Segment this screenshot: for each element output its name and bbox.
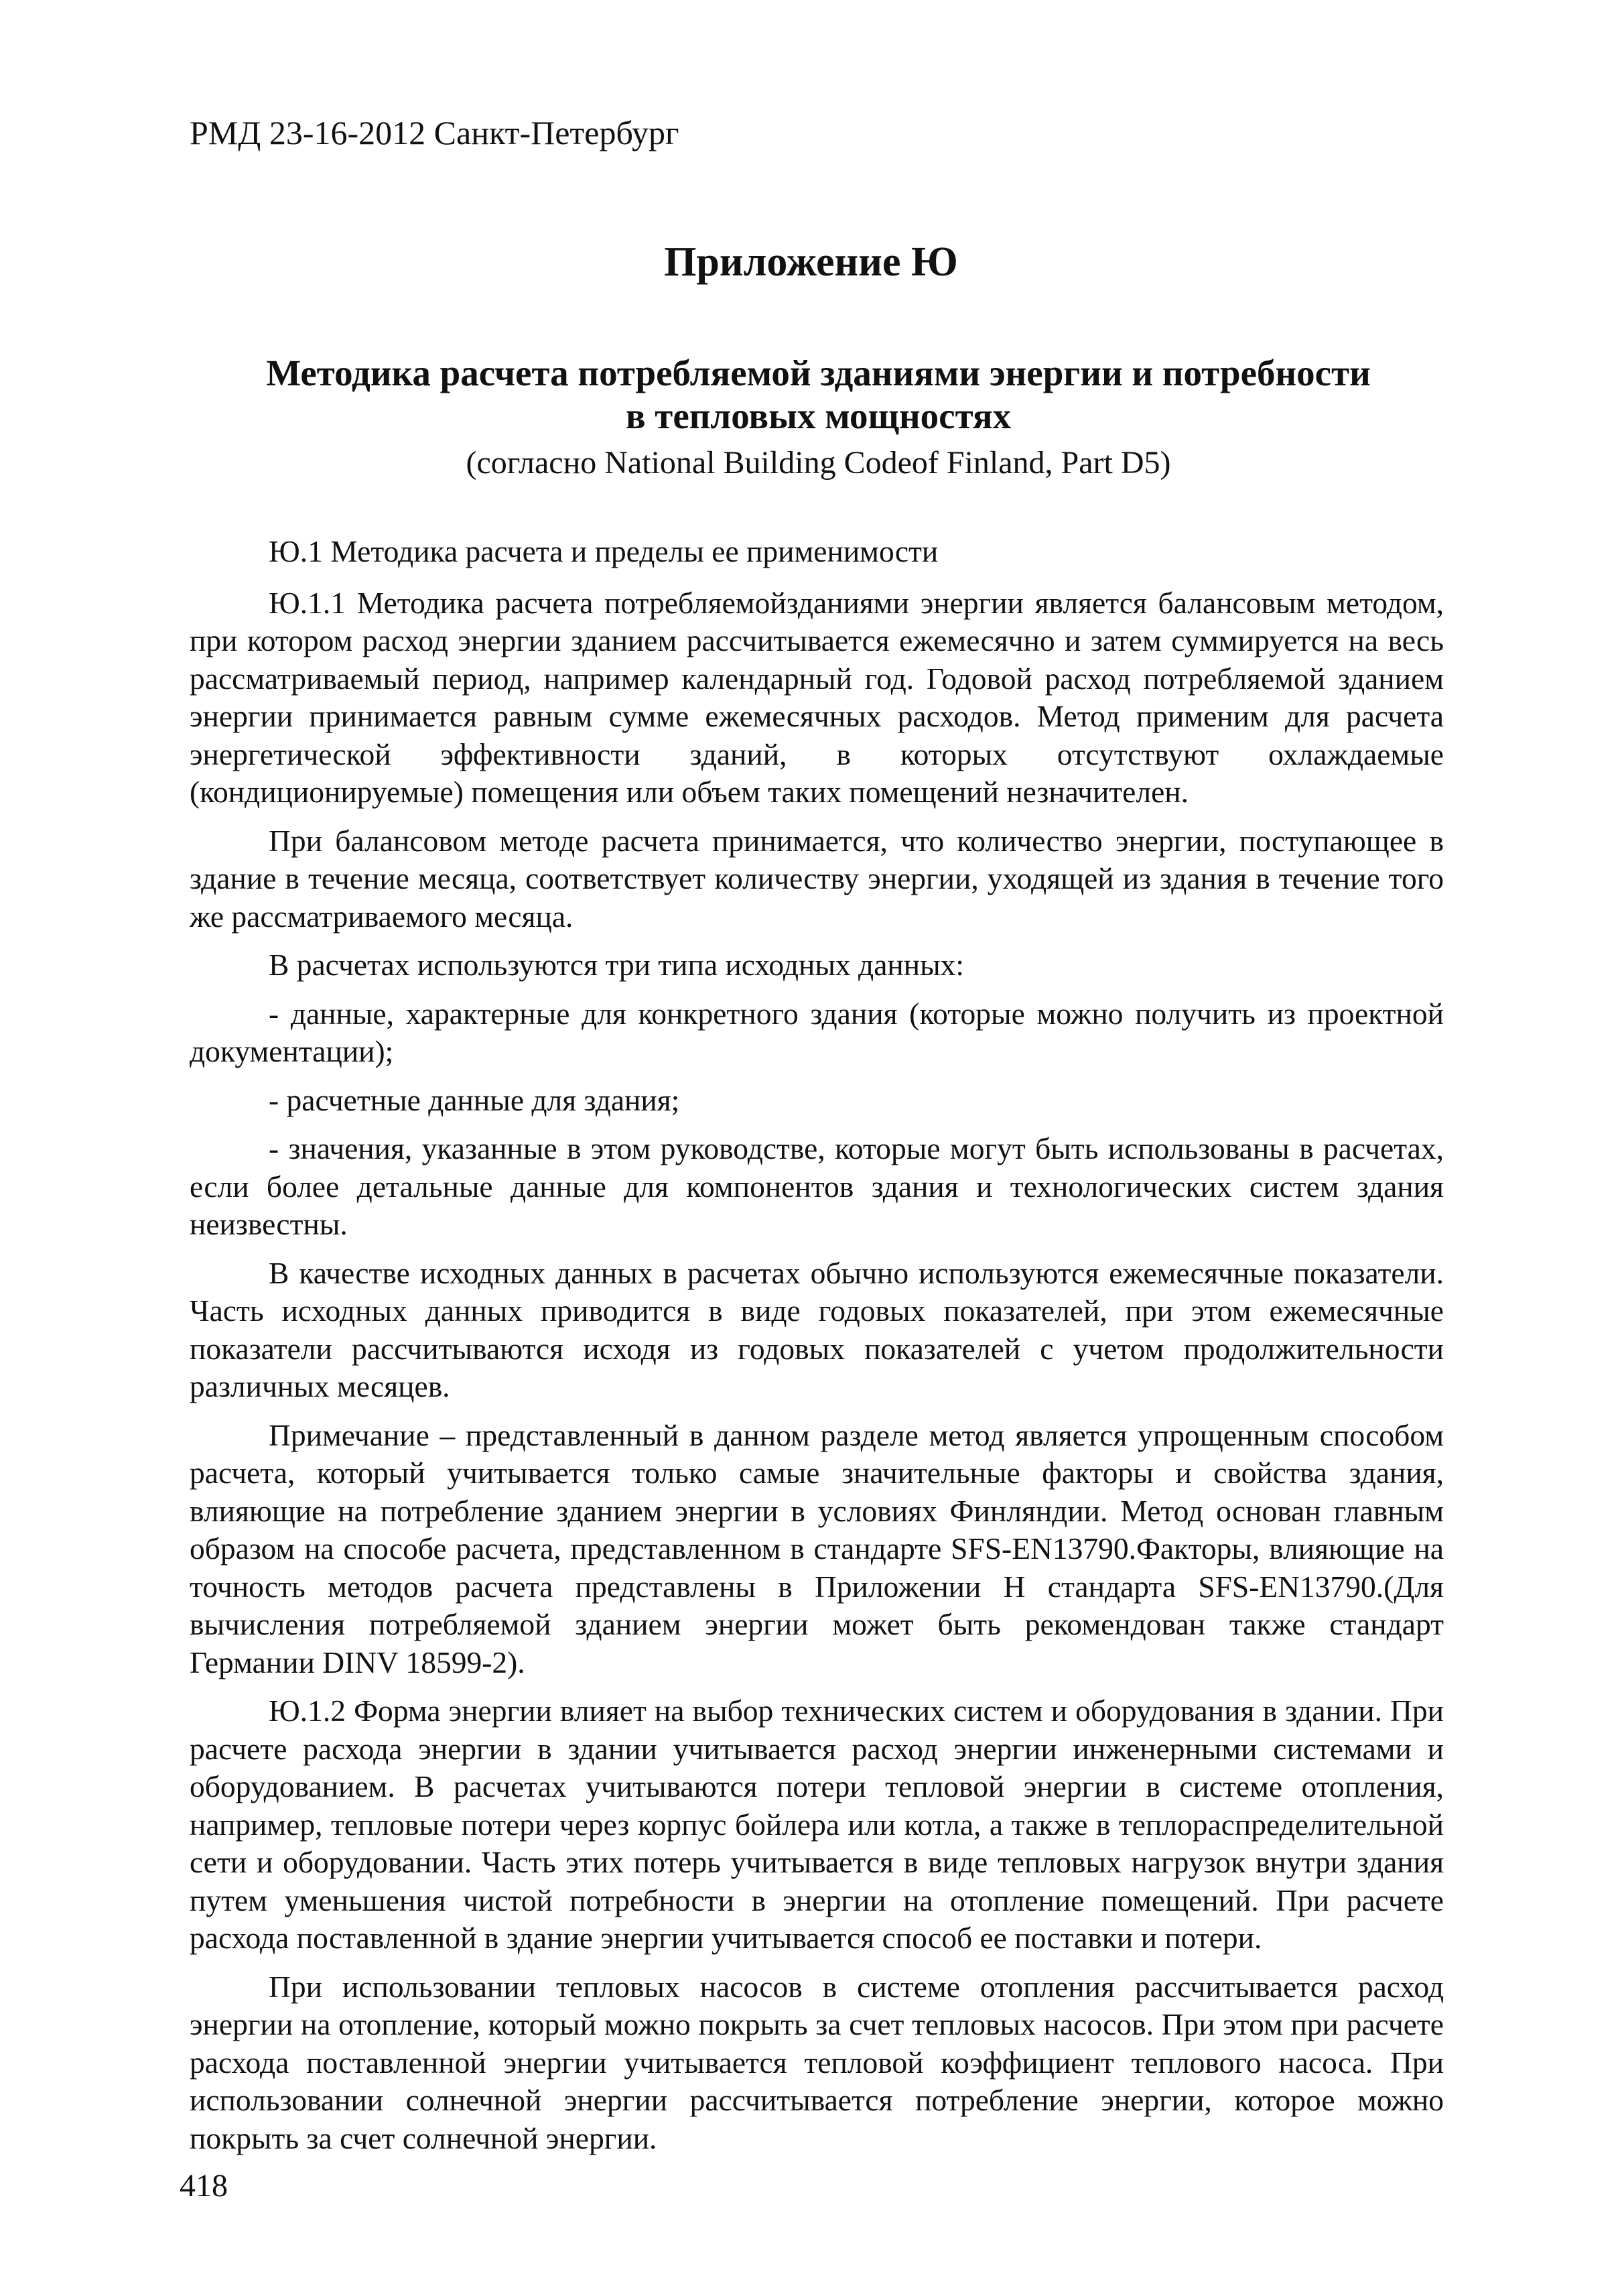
paragraph: Ю.1.2 Форма энергии влияет на выбор технических систем и оборудования в здании. При расчете расхода энергии в здании учитывается расход энергии инженерными системами и оборудованием. В расчетах учитываются потери тепловой энергии в системе отопления, например, тепловые потери через корпус бойлера или котла, а также в теплораспределительной сети и оборудовании. Часть этих потерь учитывается в виде тепловых нагрузок внутри здания путем уменьшения чистой потребности в энергии на отопление помещений. При расчете расхода поставленной в здание энергии учитывается способ ее поставки и потери.	[190, 1694, 1444, 1955]
paragraph: Ю.1.1 Методика расчета потребляемойзданиями энергии является балансовым методом, при котором расход энергии зданием рассчитывается ежемесячно и затем суммируется на весь рассматриваемый период, например календарный год. Годовой расход потребляемой зданием энергии принимается равным сумме ежемесячных расходов. Метод применим для расчета энергетической эффективности зданий, в которых отсутствуют охлаждаемые (кондиционируемые) помещения или объем таких помещений незначителен.	[190, 585, 1444, 809]
running-header: РМД 23-16-2012 Санкт-Петербург	[190, 114, 679, 151]
list-item: - значения, указанные в этом руководстве, которые могут быть использованы в расчетах, если более детальные данные для компонентов здания и технологических систем здания неизвестны.	[190, 1131, 1444, 1241]
subtitle: (согласно National Building Codeof Finland, Part D5)	[466, 445, 1171, 481]
paragraph: При балансовом методе расчета принимается, что количество энергии, поступающее в здание в течение месяца, соответствует количеству энергии, уходящей из здания в течение того же рассматриваемого месяца.	[190, 823, 1444, 934]
main-title	[190, 352, 1447, 438]
body-text	[190, 533, 1444, 2168]
section-heading: Ю.1 Методика расчета и пределы ее применимости	[269, 534, 939, 568]
main-title-line-2: в тепловых мощностях	[625, 395, 1012, 436]
paragraph: В расчетах используются три типа исходных данных:	[269, 948, 965, 982]
main-title-line-1: Методика расчета потребляемой зданиями энергии и потребности	[266, 353, 1371, 393]
paragraph: При использовании тепловых насосов в системе отопления рассчитывается расход энергии на отопление, который можно покрыть за счет тепловых насосов. При этом при расчете расхода поставленной энергии учитывается тепловой коэффициент теплового насоса. При использовании солнечной энергии рассчитывается потребление энергии, которое можно покрыть за счет солнечной энергии.	[190, 1969, 1444, 2155]
list-item: - расчетные данные для здания;	[269, 1082, 680, 1117]
appendix-title: Приложение Ю	[664, 239, 958, 285]
list-item: - данные, характерные для конкретного здания (которые можно получить из проектной документации);	[190, 996, 1444, 1068]
paragraph: В качестве исходных данных в расчетах обычно используются ежемесячные показатели. Часть исходных данных приводится в виде годовых показателей, при этом ежемесячные показатели рассчитываются исходя из годовых показателей с учетом продолжительности различных месяцев.	[190, 1255, 1444, 1403]
page-number: 418	[180, 2168, 228, 2204]
note-paragraph: Примечание – представленный в данном разделе метод является упрощенным способом расчета, который учитывается только самые значительные факторы и свойства здания, влияющие на потребление зданием энергии в условиях Финляндии. Метод основан главным образом на способе расчета, представленном в стандарте SFS-EN13790.Факторы, влияющие на точность методов расчета представлены в Приложении Н стандарта SFS-EN13790.(Для вычисления потребляемой зданием энергии может быть рекомендован также стандарт Германии DINV 18599-2).	[190, 1417, 1444, 1679]
